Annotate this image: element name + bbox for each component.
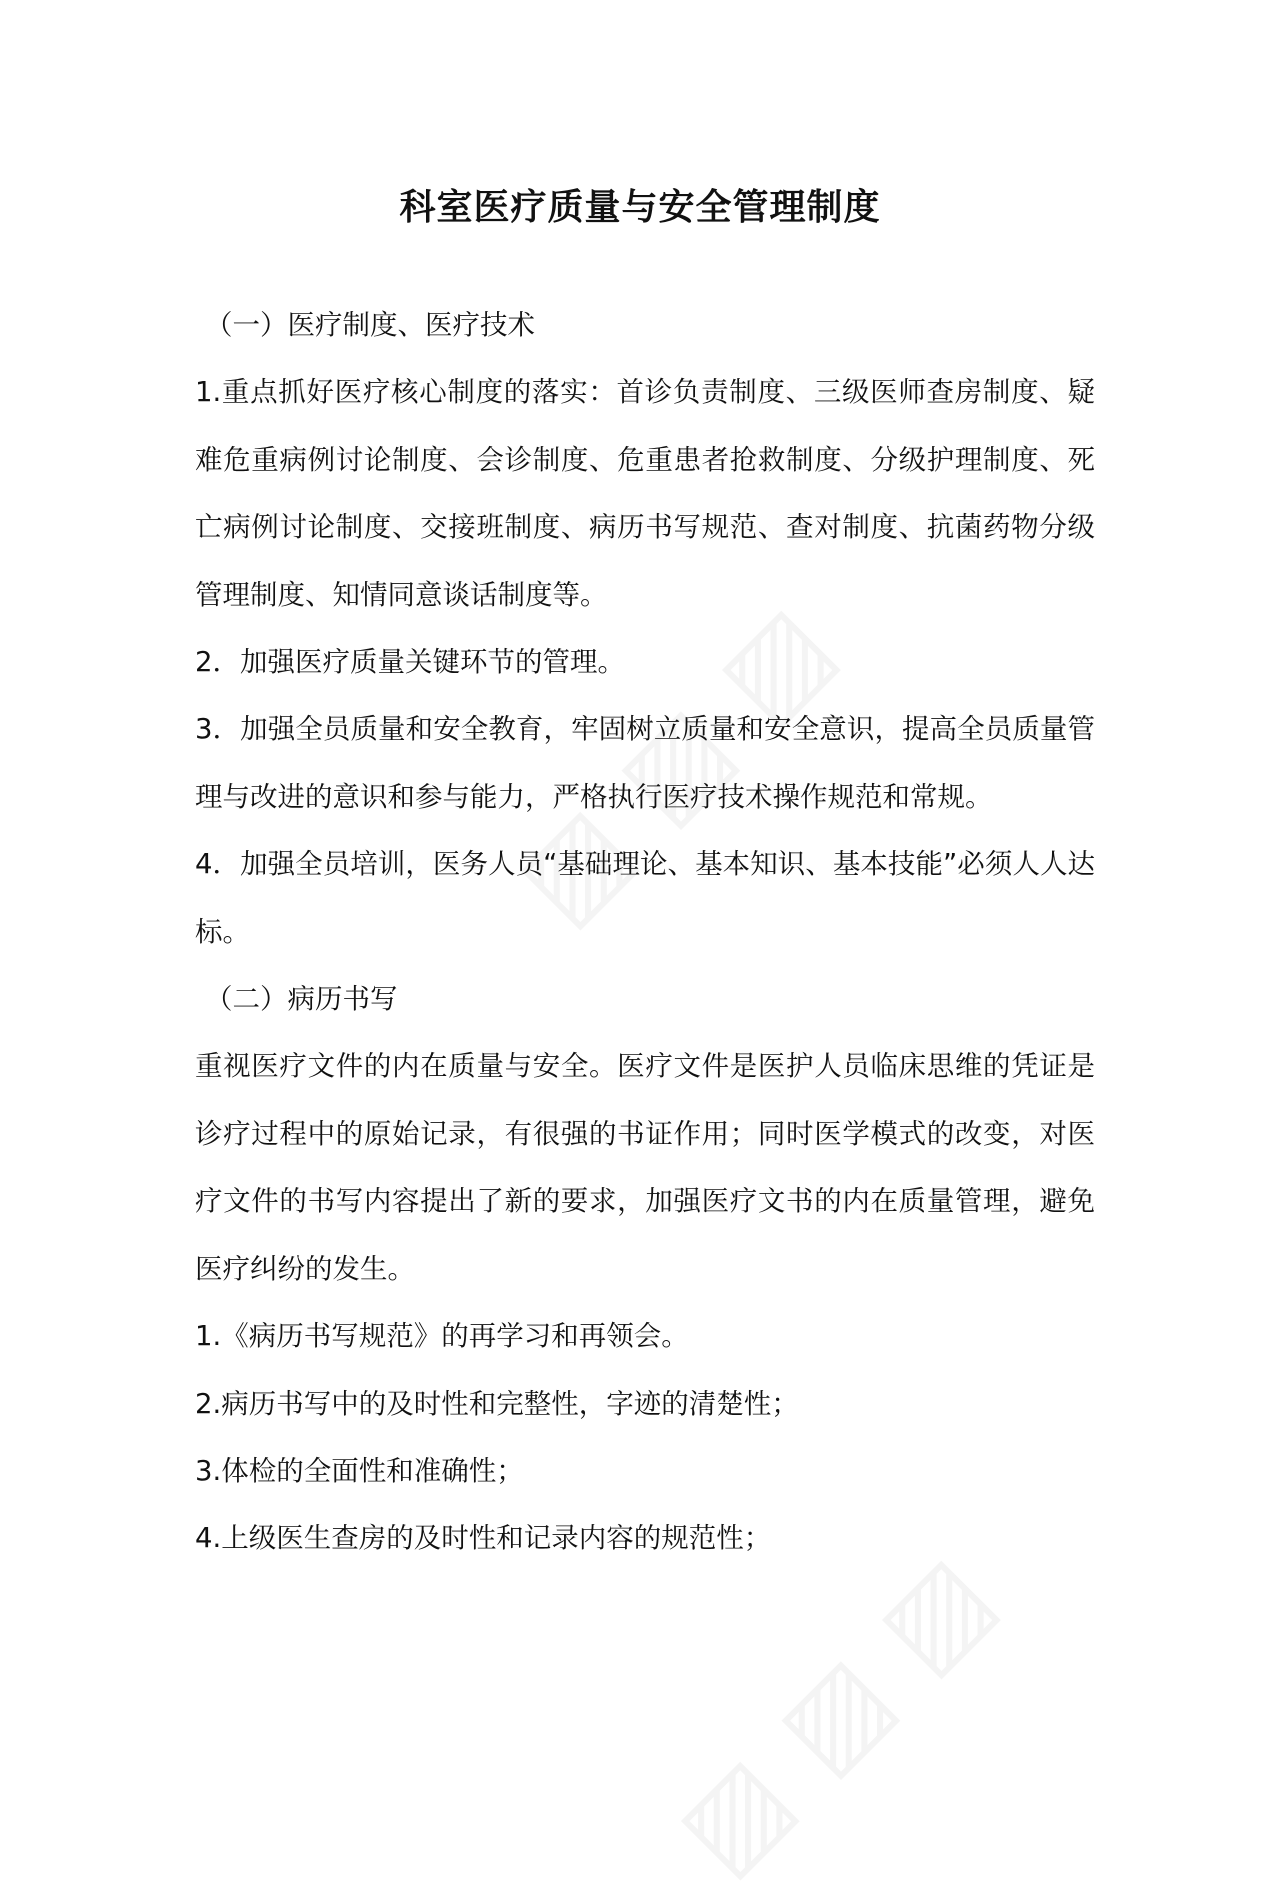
section-heading: （一）医疗制度、医疗技术 [205, 309, 535, 341]
document-title: 科室医疗质量与安全管理制度 [399, 187, 881, 228]
watermark [652, 1531, 1017, 1896]
paragraph: 2．加强医疗质量关键环节的管理。 [195, 646, 625, 679]
paragraph: 1.《病历书写规范》的再学习和再领会。 [195, 1320, 689, 1353]
paragraph: 重视医疗文件的内在质量与安全。医疗文件是医护人员临床思维的凭证是诊疗过程中的原始记录，有很强的书证作用；同时医学模式的改变，对医疗文件的书写内容提出了新的要求，加强医疗文书的内在质量管理，避免医疗纠纷的发生。 [195, 1050, 1095, 1285]
section-heading: （二）病历书写 [205, 983, 398, 1016]
paragraph: 2.病历书写中的及时性和完整性，字迹的清楚性； [195, 1387, 799, 1420]
paragraph: 4.上级医生查房的及时性和记录内容的规范性； [195, 1522, 772, 1555]
paragraph: 3．加强全员质量和安全教育，牢固树立质量和安全意识，提高全员质量管理与改进的意识和参与能力，严格执行医疗技术操作规范和常规。 [195, 713, 1095, 813]
paragraph: 1.重点抓好医疗核心制度的落实：首诊负责制度、三级医师查房制度、疑难危重病例讨论制度、会诊制度、危重患者抢救制度、分级护理制度、死亡病例讨论制度、交接班制度、病历书写规范、查对制度、抗菌药物分级管理制度、知情同意谈话制度等。 [195, 376, 1095, 611]
paragraph: 3.体检的全面性和准确性； [195, 1454, 524, 1487]
document-body [195, 292, 1095, 1573]
paragraph: 4．加强全员培训，医务人员“基础理论、基本知识、基本技能”必须人人达标。 [195, 848, 1095, 948]
